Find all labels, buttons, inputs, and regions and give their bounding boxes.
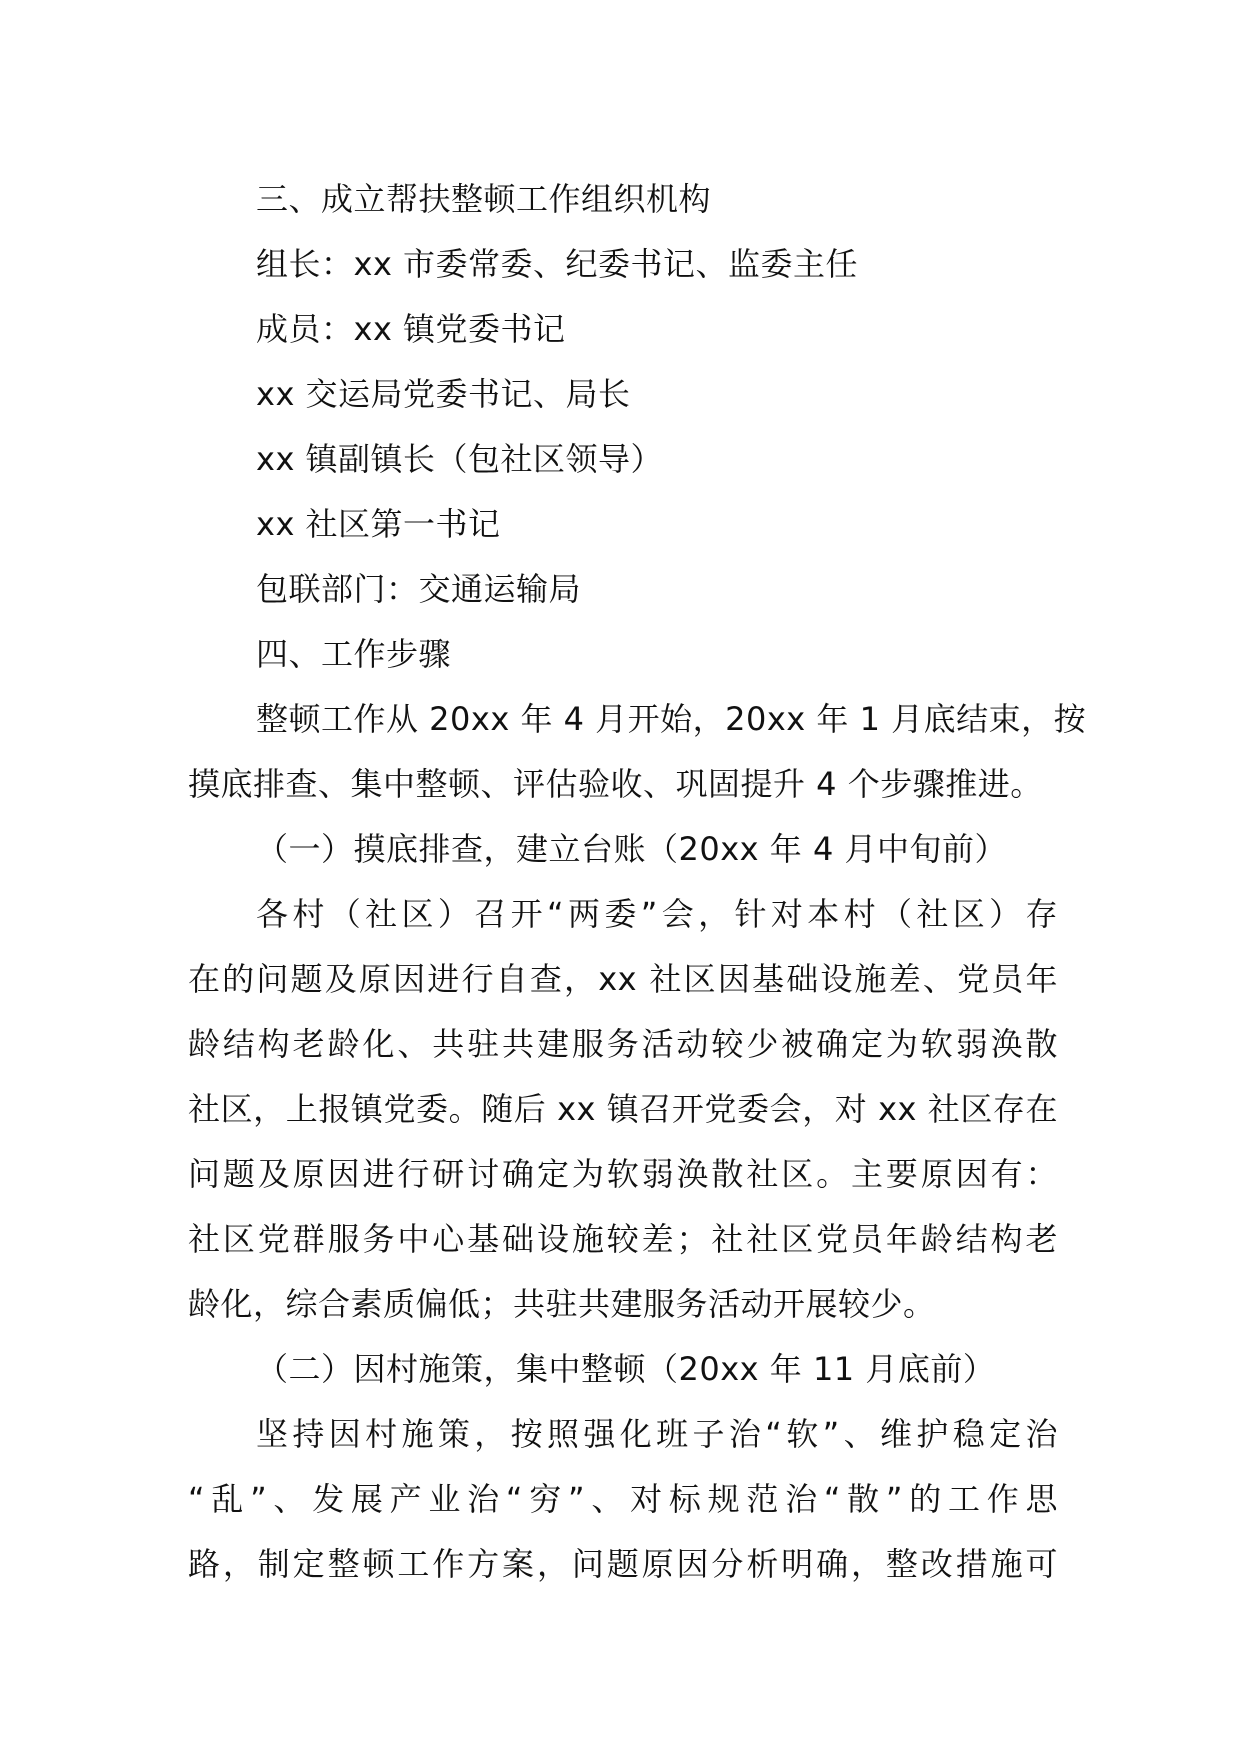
section-heading-4: 四、工作步骤 <box>256 635 452 673</box>
member-line: xx 社区第一书记 <box>256 505 501 543</box>
paragraph-line: 龄化，综合素质偏低；共驻共建服务活动开展较少。 <box>188 1285 936 1323</box>
members-line: 成员：xx 镇党委书记 <box>256 310 566 348</box>
paragraph-line: 坚持因村施策，按照强化班子治“软”、维护稳定治 <box>256 1415 1058 1453</box>
member-line: xx 交运局党委书记、局长 <box>256 375 631 413</box>
liaison-department-line: 包联部门：交通运输局 <box>256 570 582 608</box>
document-body <box>188 167 1087 1597</box>
group-leader-line: 组长：xx 市委常委、纪委书记、监委主任 <box>256 245 859 283</box>
member-line: xx 镇副镇长（包社区领导） <box>256 440 664 478</box>
paragraph-line: 在的问题及原因进行自查，xx 社区因基础设施差、党员年 <box>188 960 1058 998</box>
subsection-heading-1: （一）摸底排查，建立台账（20xx 年 4 月中旬前） <box>256 830 1007 868</box>
section-heading-3: 三、成立帮扶整顿工作组织机构 <box>256 180 712 218</box>
paragraph-line: 路，制定整顿工作方案，问题原因分析明确，整改措施可 <box>188 1545 1058 1583</box>
paragraph-line: 社区，上报镇党委。随后 xx 镇召开党委会，对 xx 社区存在 <box>188 1090 1058 1128</box>
paragraph-line: 社区党群服务中心基础设施较差；社社区党员年龄结构老 <box>188 1220 1058 1258</box>
paragraph-line: 问题及原因进行研讨确定为软弱涣散社区。主要原因有： <box>188 1155 1058 1193</box>
paragraph-line: 整顿工作从 20xx 年 4 月开始，20xx 年 1 月底结束，按 <box>256 700 1087 738</box>
paragraph-line: “乱”、发展产业治“穷”、对标规范治“散”的工作思 <box>188 1480 1058 1518</box>
paragraph-line: 各村（社区）召开“两委”会，针对本村（社区）存 <box>256 895 1058 933</box>
subsection-heading-2: （二）因村施策，集中整顿（20xx 年 11 月底前） <box>256 1350 996 1388</box>
paragraph-line: 摸底排查、集中整顿、评估验收、巩固提升 4 个步骤推进。 <box>188 765 1043 803</box>
paragraph-line: 龄结构老龄化、共驻共建服务活动较少被确定为软弱涣散 <box>188 1025 1058 1063</box>
